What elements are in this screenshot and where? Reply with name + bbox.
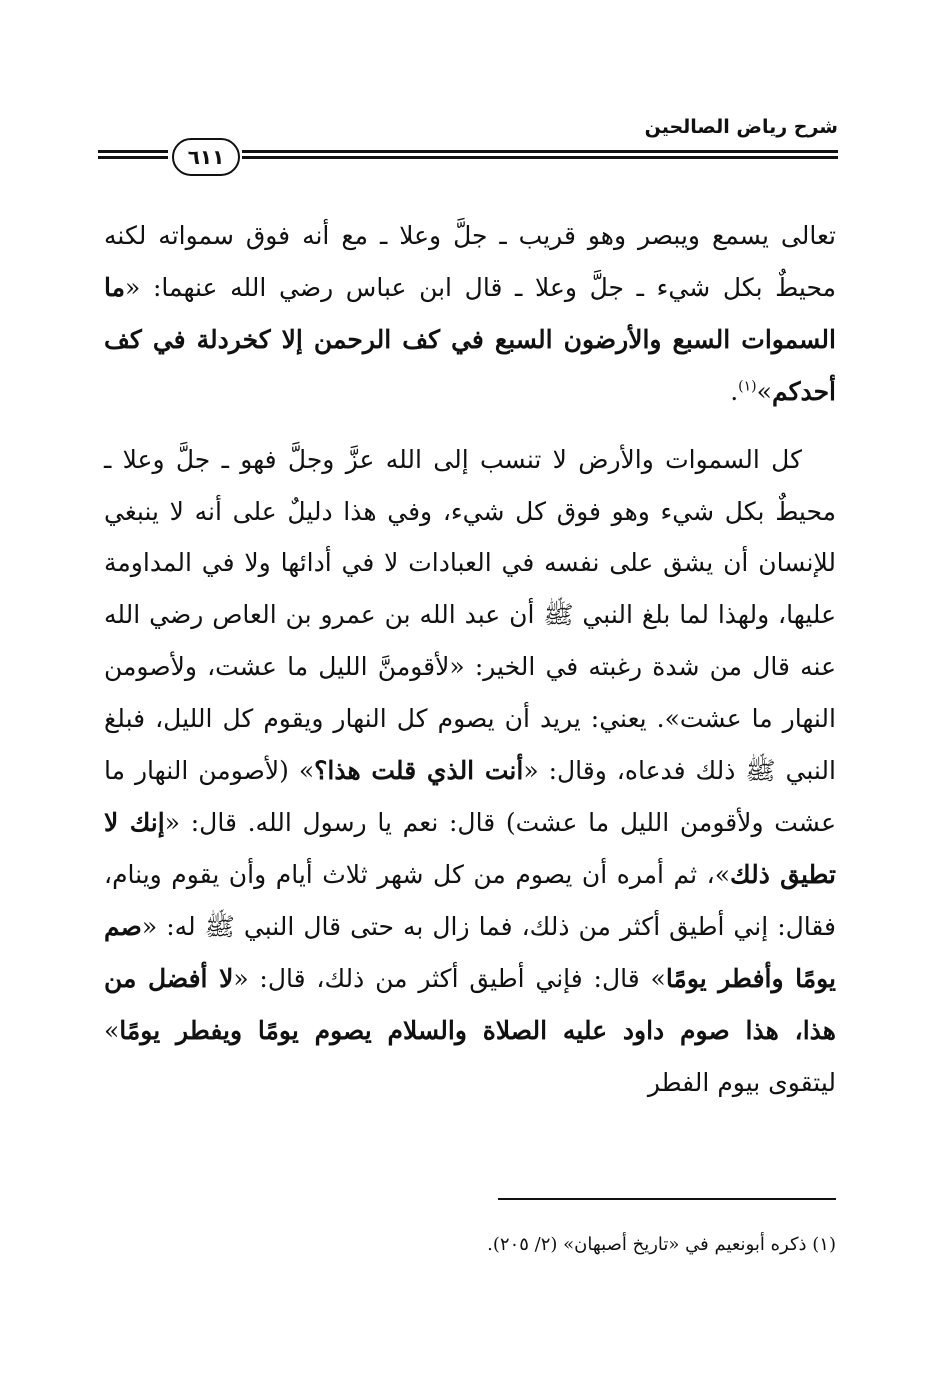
text-run: كل السموات والأرض لا تنسب إلى الله عزَّ وجلَّ فهو ـ جلَّ وعلا ـ محيطٌ بكل شيء وهو فوق كل شيء، وفي هذا دليلٌ على أنه لا ينبغي للإنسان أن يشق على نفسه في العبادات لا في أدائها ولا في المداومة عليها، ولهذا لما بلغ النبي ﷺ أن عبد الله بن عمرو بن العاص رضي الله عنه قال من شدة رغبته في الخير: «لأقومنَّ الليل ما عشت، ولأصومن النهار ما عشت». يعني: يريد أن يصوم كل النهار ويقوم كل الليل، فبلغ النبي ﷺ ذلك فدعاه، وقال: «	[104, 444, 836, 786]
footnote-ref: (١)	[738, 378, 757, 395]
main-text	[104, 210, 836, 1108]
text-run: »، ثم أمره أن يصوم من كل شهر ثلاث أيام وأن يقوم وينام، فقال: إني أطيق أكثر من ذلك، فما زال به حتى قال النبي ﷺ له: «	[104, 859, 836, 941]
footnote-rule	[498, 1198, 836, 1200]
quote-bold: أنت الذي قلت هذا؟	[314, 756, 524, 786]
quote-bold: إنك لا تطيق ذلك	[104, 807, 836, 889]
quote-bold: صم يومًا وأفطر يومًا	[104, 911, 836, 993]
text-run: » قال: فإني أطيق أكثر من ذلك، قال: «	[233, 963, 666, 993]
paragraph-1	[104, 210, 836, 418]
book-title: شرح رياض الصالحين	[644, 116, 838, 138]
header-rule-right	[242, 150, 838, 164]
footnote: (١) ذكره أبونعيم في «تاريخ أصبهان» (٢/ ٢٠٥).	[487, 1234, 836, 1255]
quote-bold: ما السموات السبع والأرضون السبع في كف الرحمن إلا كخردلة في كف أحدكم	[104, 272, 836, 406]
quote-bold: لا أفضل من هذا، هذا صوم داود عليه الصلاة والسلام يصوم يومًا ويفطر يومًا	[104, 963, 836, 1045]
text-run: .	[730, 376, 739, 406]
text-run: »	[756, 376, 772, 406]
header-rule-left	[98, 150, 168, 164]
page-number: ٦١١	[172, 138, 240, 176]
page-header	[98, 112, 838, 172]
text-run: » ليتقوى بيوم الفطر	[104, 1015, 836, 1097]
paragraph-2	[104, 434, 836, 1109]
text-run: تعالى يسمع ويبصر وهو قريب ـ جلَّ وعلا ـ مع أنه فوق سمواته لكنه محيطٌ بكل شيء ـ جلَّ وعلا ـ قال ابن عباس رضي الله عنهما: «	[104, 221, 836, 302]
text-run: » (لأصومن النهار ما عشت ولأقومن الليل ما عشت) قال: نعم يا رسول الله. قال: «	[104, 756, 836, 837]
